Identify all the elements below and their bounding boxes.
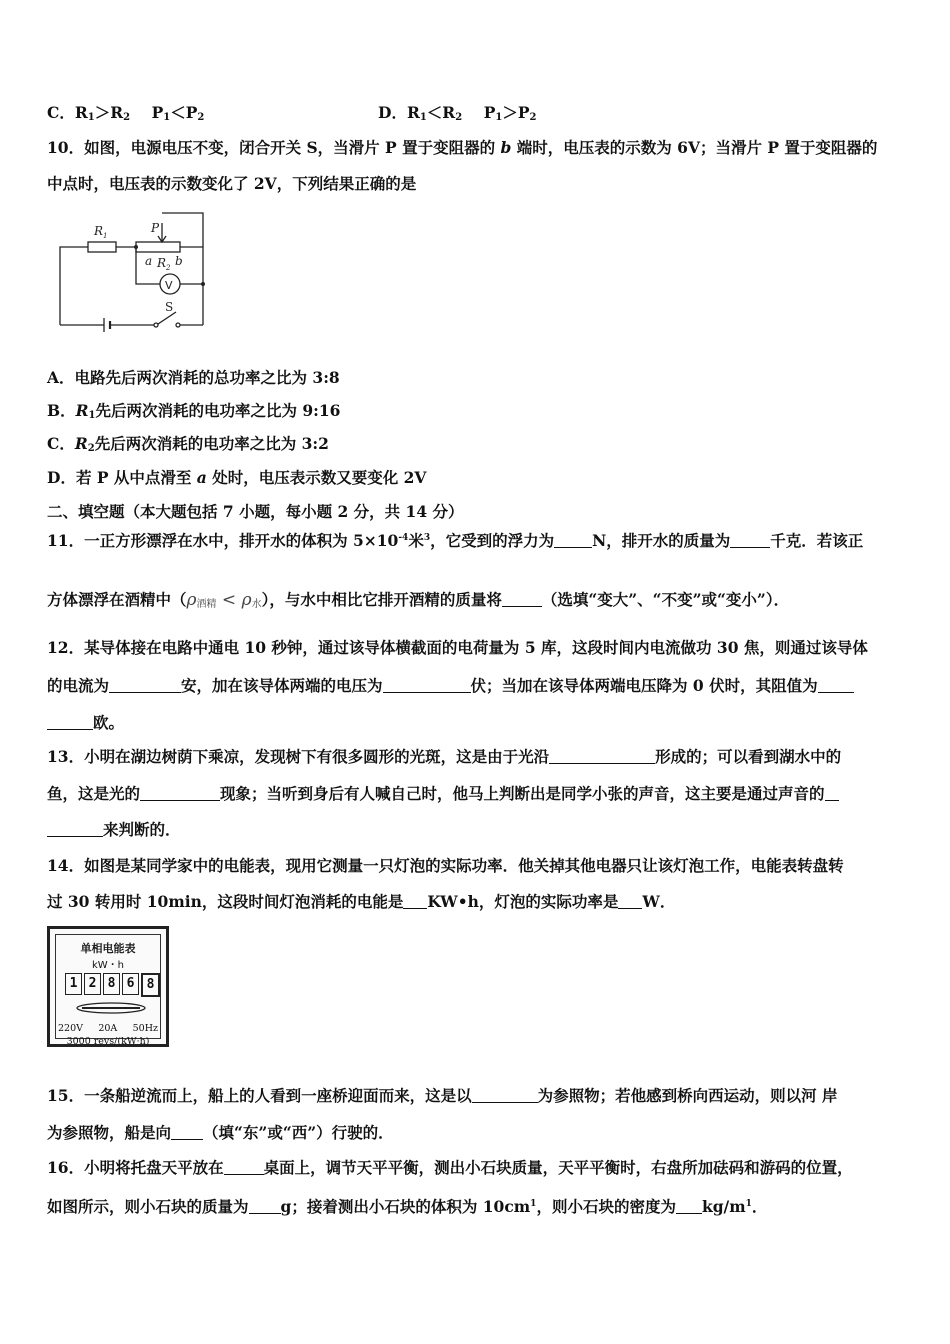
- q10-option-c: C．$R_2$先后两次消耗的电功率之比为 3:2: [47, 434, 329, 454]
- q9-option-c: C．$R_1>R_2$ $P_1<P_2$: [47, 103, 205, 123]
- q10-option-a: A．电路先后两次消耗的总功率之比为 3:8: [47, 368, 340, 387]
- switch-s-label: S: [165, 300, 174, 314]
- r1-subscript: 1: [103, 232, 108, 240]
- q10-option-d: D．若 P 从中点滑至 a 处时，电压表示数又要变化 2V: [47, 468, 427, 487]
- q15-line2: 为参照物，船是向 （填“东”或“西”）行驶的．: [47, 1123, 394, 1142]
- q15-line1: 15．一条船逆流而上，船上的人看到一座桥迎面而来，这是以 为参照物；若他感到桥向西运动，则以河 岸: [47, 1086, 838, 1105]
- q9-option-d: D．$R_1<R_2$ $P_1>P_2$: [378, 103, 537, 123]
- q14-line2: 过 30 转用时 10min，这段时间灯泡消耗的电能是 KW•h，灯泡的实际功率是 W．: [47, 892, 676, 911]
- q14-blank-energy[interactable]: [403, 894, 427, 909]
- slider-p-label: P: [151, 221, 160, 235]
- q10-option-b: B．$R_1$先后两次消耗的电功率之比为 9:16: [47, 401, 341, 421]
- q16-line2: 如图所示，则小石块的质量为 g；接着测出小石块的体积为 $10cm^1$，则小石块的密度为 $kg/m^1$．: [47, 1197, 768, 1216]
- density-expression: $\rho_{酒精} < \rho_水$: [186, 590, 262, 610]
- meter-digit: 8: [103, 973, 120, 995]
- q16-line1: 16．小明将托盘天平放在 桌面上，调节天平平衡，测出小石块质量，天平平衡时，右盘所加砝码和游码的位置，: [47, 1158, 853, 1177]
- q13-line2: 鱼，这是光的 现象；当听到身后有人喊自己时，他马上判断出是同学小张的声音，这主要是通过声音的: [47, 784, 839, 804]
- voltmeter-icon: V: [165, 279, 173, 292]
- q12-blank-resistance[interactable]: [818, 678, 854, 693]
- meter-digit: 6: [122, 973, 139, 995]
- q10-circuit-diagram: [50, 205, 220, 335]
- q13-blank-propagation[interactable]: [549, 749, 655, 764]
- q10-stem-line1: 10．如图，电源电压不变，闭合开关 S，当滑片 P 置于变阻器的 b 端时，电压表的示数为 6V；当滑片 P 置于变阻器的: [47, 138, 878, 157]
- q16-blank-mass[interactable]: [249, 1199, 281, 1214]
- q16-blank-surface[interactable]: [224, 1160, 264, 1175]
- circuit-node-right: [201, 282, 205, 286]
- meter-disc-icon: [74, 1001, 148, 1015]
- terminal-b-label: b: [175, 254, 183, 268]
- meter-digit: 1: [65, 973, 82, 995]
- q13-blank-phenomenon[interactable]: [140, 786, 220, 801]
- electric-meter-figure: [47, 926, 169, 1047]
- meter-specs: 220V 20A 50Hz: [58, 1023, 158, 1034]
- q15-blank-reference[interactable]: [472, 1088, 538, 1103]
- meter-unit: kW・h: [91, 960, 125, 971]
- q11-line1: 11．一正方形漂浮在水中，排开水的体积为 $5\times 10^{-4}$米$^3$，它受到的浮力为 N，排开水的质量为 千克．若该正: [47, 531, 864, 550]
- q12-blank-voltage[interactable]: [383, 678, 471, 693]
- q14-line1: 14．如图是某同学家中的电能表，现用它测量一只灯泡的实际功率．他关掉其他电器只让该灯泡工作，电能表转盘转: [47, 856, 844, 875]
- r1-label: R: [94, 224, 104, 238]
- q12-blank-current[interactable]: [109, 678, 181, 693]
- circuit-node-left: [134, 245, 138, 249]
- q13-blank-sound-cont[interactable]: [47, 822, 103, 837]
- q14-blank-power[interactable]: [618, 894, 642, 909]
- q9-options-line: [47, 103, 204, 128]
- meter-title: 单相电能表: [80, 942, 136, 955]
- q12-line1: 12．某导体接在电路中通电 10 秒钟，通过该导体横截面的电荷量为 5 库，这段时间内电流做功 30 焦，则通过该导体: [47, 638, 868, 657]
- meter-digits: [65, 973, 160, 997]
- q12-line2: 的电流为 安，加在该导体两端的电压为 伏；当加在该导体两端电压降为 0 伏时，其阻值为: [47, 676, 854, 696]
- r2-label: R: [157, 256, 167, 270]
- q11-blank-change[interactable]: [502, 592, 542, 607]
- terminal-a-label: a: [145, 254, 153, 268]
- q11-blank-mass[interactable]: [730, 533, 770, 548]
- q13-blank-sound[interactable]: [825, 786, 839, 801]
- q12-blank-resistance-cont[interactable]: [47, 715, 93, 730]
- meter-revs: 3000 revs/(kW·h): [66, 1036, 150, 1047]
- q16-blank-density[interactable]: [676, 1199, 702, 1214]
- q13-line1: 13．小明在湖边树荫下乘凉，发现树下有很多圆形的光斑，这是由于光沿 形成的；可以看到湖水中的: [47, 747, 842, 766]
- q10-stem-line2: 中点时，电压表的示数变化了 2V，下列结果正确的是: [47, 174, 417, 193]
- q15-blank-direction[interactable]: [171, 1125, 203, 1140]
- section-heading: 二、填空题（本大题包括 7 小题，每小题 2 分，共 14 分）: [47, 502, 464, 521]
- q11-line2: 方体漂浮在酒精中$(\rho_{酒精} < \rho_水)$，与水中相比它排开酒精的质量将 （选填“变大”、“不变”或“变小”）．: [47, 590, 790, 610]
- q13-line3: 来判断的．: [47, 820, 181, 840]
- meter-digit: 2: [84, 973, 101, 995]
- q12-line3: 欧。: [47, 713, 124, 733]
- q11-blank-buoyancy[interactable]: [554, 533, 592, 548]
- meter-digit: 8: [141, 973, 160, 997]
- r2-subscript: 2: [166, 264, 171, 272]
